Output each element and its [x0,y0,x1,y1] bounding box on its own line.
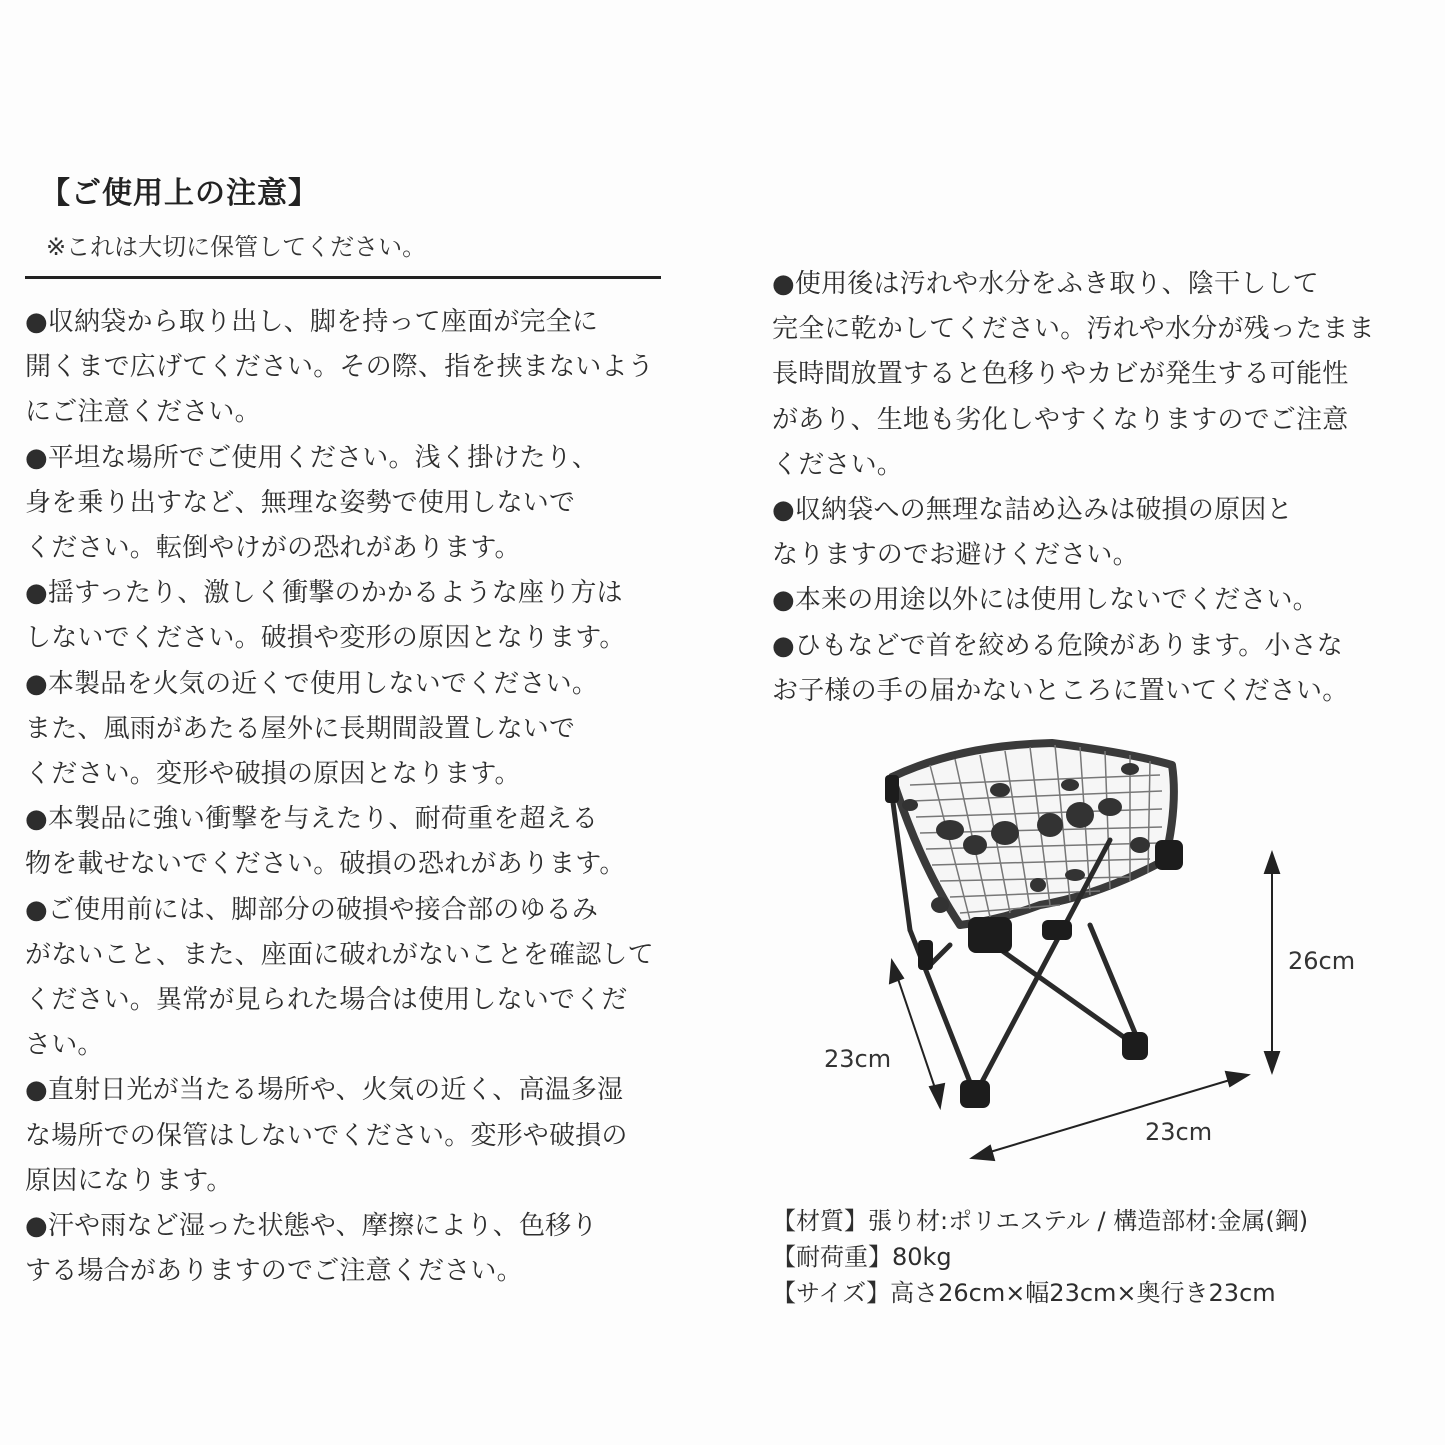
caution-line: また、風雨があたる屋外に長期間設置しないで [25,713,576,744]
height-dimension-label: 26cm [1288,947,1356,975]
caution-line: ●本来の用途以外には使用しないでください。 [772,585,1319,616]
caution-line: なりますのでお避けください。 [772,540,1139,571]
caution-line: ●使用後は汚れや水分をふき取り、陰干しして [772,269,1319,299]
caution-line: があり、生地も劣化しやすくなりますのでご注意 [772,404,1349,435]
left-caution-column [25,300,685,1294]
caution-line: 身を乗り出すなど、無理な姿勢で使用しないで [25,487,576,518]
spec-load-capacity: 【耐荷重】80kg [772,1243,952,1271]
caution-line: ●本製品に強い衝撃を与えたり、耐荷重を超える [25,804,599,835]
page-subtitle: ※これは大切に保管してください。 [46,233,427,261]
spec-size: 【サイズ】高さ26cm×幅23cm×奥行き23cm [772,1279,1276,1307]
caution-line: 物を載せないでください。破損の恐れがあります。 [25,849,626,880]
caution-line: ください。転倒やけがの恐れがあります。 [25,533,521,564]
depth-dimension-label: 23cm [824,1045,892,1073]
caution-line: ●ご使用前には、脚部分の破損や接合部のゆるみ [25,894,599,925]
caution-line: ●汗や雨など湿った状態や、摩擦により、色移り [25,1211,598,1242]
caution-line: ください。異常が見られた場合は使用しないでくだ [25,985,628,1016]
caution-line: ●揺すったり、激しく衝撃のかかるような座り方は [25,578,623,609]
caution-line: ●本製品を火気の近くで使用しないでください。 [25,668,599,699]
caution-line: 長時間放置すると色移りやカビが発生する可能性 [772,359,1349,390]
caution-line: ●平坦な場所でご使用ください。浅く掛けたり、 [25,442,599,473]
caution-line: ●収納袋への無理な詰め込みは破損の原因と [772,495,1293,526]
caution-line: 原因になります。 [25,1165,233,1196]
right-caution-column [772,262,1432,714]
caution-line: ●収納袋から取り出し、脚を持って座面が完全に [25,307,599,337]
caution-line: 開くまで広げてください。その際、指を挟まないよう [25,352,654,383]
caution-line: ください。 [772,449,904,480]
caution-line: する場合がありますのでご注意ください。 [25,1256,523,1287]
width-dimension-label: 23cm [1145,1118,1213,1146]
title-divider [25,276,661,279]
caution-line: がないこと、また、座面に破れがないことを確認して [25,939,654,970]
caution-line: にご注意ください。 [25,397,261,428]
caution-line: しないでください。破損や変形の原因となります。 [25,623,626,654]
page-title: 【ご使用上の注意】 [40,176,319,211]
caution-line: 完全に乾かしてください。汚れや水分が残ったまま [772,314,1375,345]
caution-line: ●ひもなどで首を絞める危険があります。小さな [772,630,1344,661]
product-specs [772,1203,1308,1311]
caution-line: な場所での保管はしないでください。変形や破損の [25,1120,628,1151]
caution-line: お子様の手の届かないところに置いてください。 [772,675,1349,706]
caution-line: ください。変形や破損の原因となります。 [25,759,521,790]
caution-line: ●直射日光が当たる場所や、火気の近く、高温多湿 [25,1075,624,1106]
spec-material: 【材質】張り材:ポリエステル / 構造部材:金属(鋼) [772,1207,1309,1235]
caution-line: さい。 [25,1030,104,1061]
